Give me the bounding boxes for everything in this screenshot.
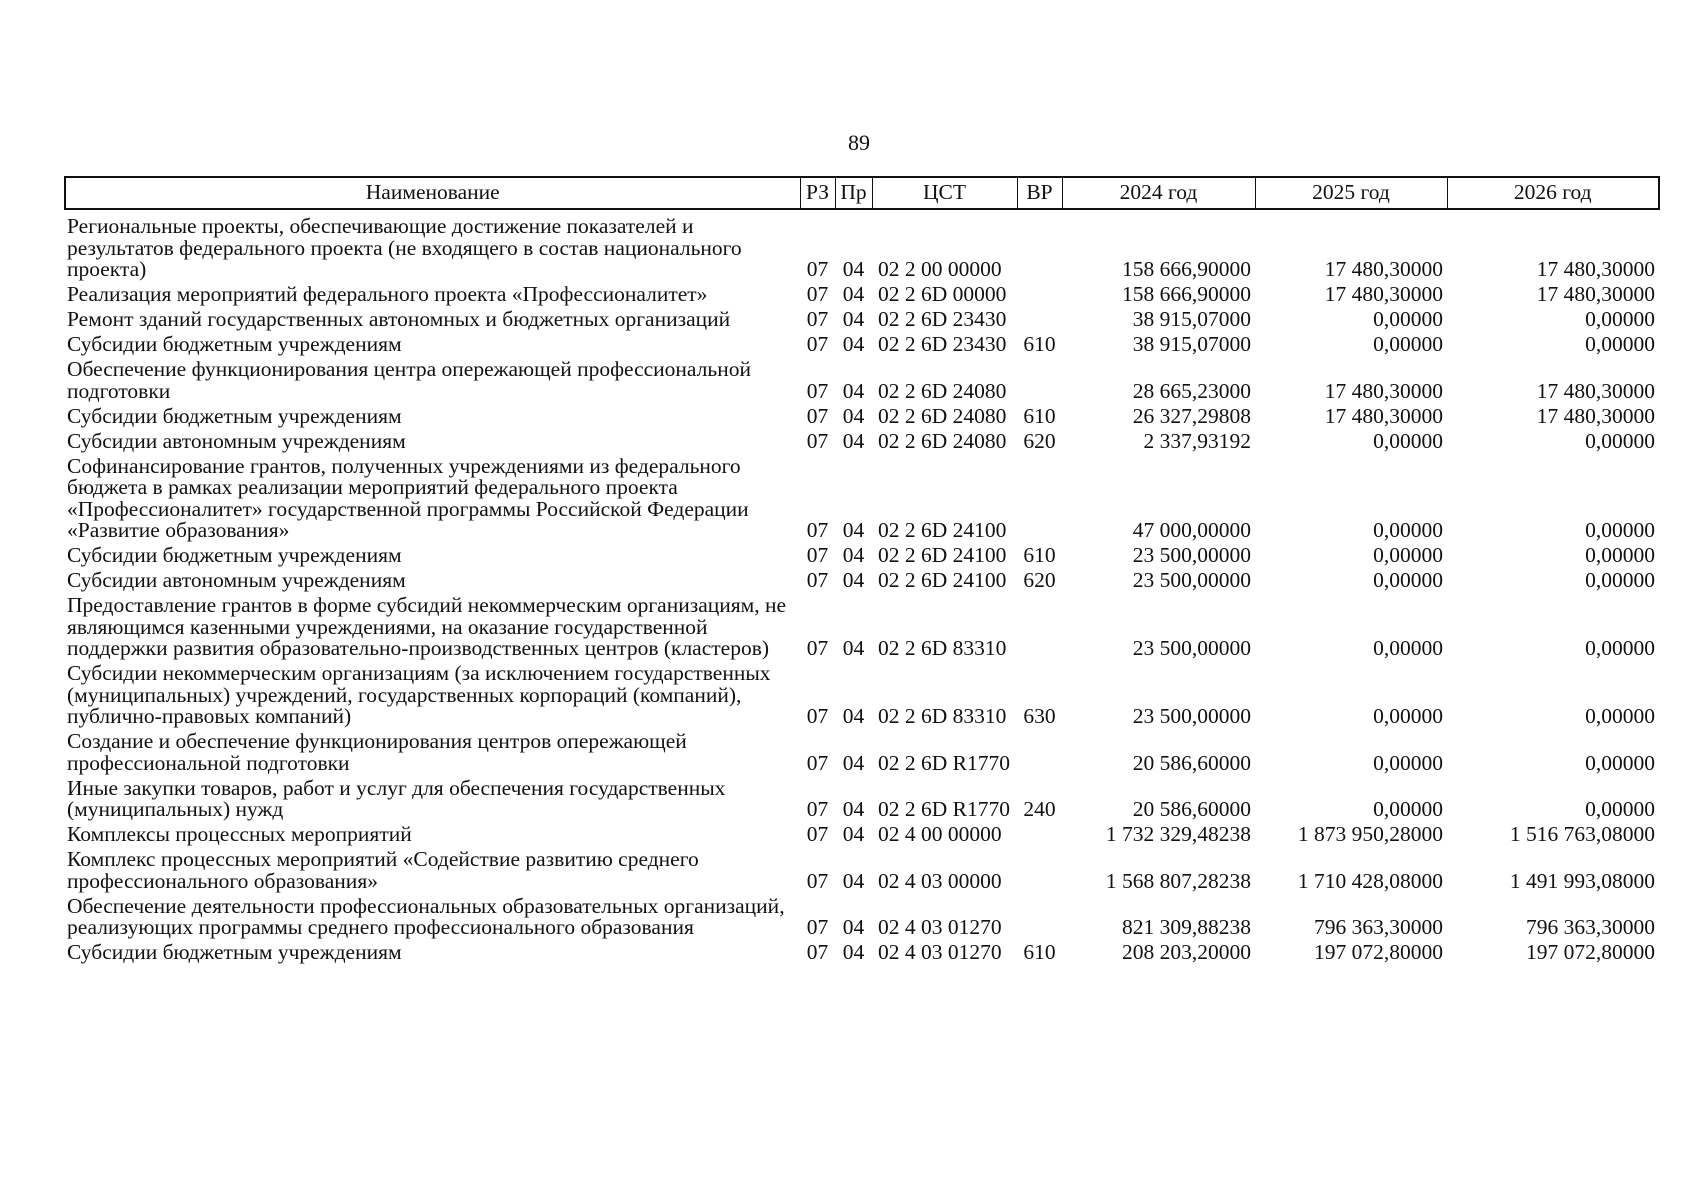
header-2024: 2024 год bbox=[1062, 177, 1255, 209]
cell-2025: 0,00000 bbox=[1373, 636, 1443, 660]
cell-2026: 0,00000 bbox=[1585, 636, 1655, 660]
cell-name: Субсидии автономным учреждениям bbox=[67, 428, 406, 453]
table-row bbox=[65, 309, 1659, 334]
cell-vr bbox=[1017, 595, 1062, 663]
cell-name: Обеспечение функционирования центра опережающей профессиональной подготовки bbox=[67, 357, 751, 403]
cell-name: Предоставление грантов в форме субсидий некоммерческим организациям, не являющимся казенными учреждениями, на оказание государственной поддержки развития образовательно-производственных центров (кластеров) bbox=[67, 593, 787, 660]
table-row bbox=[65, 942, 1659, 967]
cell-rz: 07 bbox=[806, 518, 829, 542]
cell-2024: 208 203,20000 bbox=[1122, 940, 1251, 964]
cell-2025: 17 480,30000 bbox=[1324, 403, 1443, 428]
cell-pr: 04 bbox=[842, 915, 865, 939]
header-cst: ЦСТ bbox=[872, 177, 1017, 209]
cell-rz: 07 bbox=[806, 332, 829, 356]
cell-cst: 02 2 6D 00000 bbox=[878, 282, 1007, 306]
cell-2025: 17 480,30000 bbox=[1324, 257, 1443, 281]
cell-rz: 07 bbox=[806, 378, 829, 403]
cell-rz: 07 bbox=[806, 915, 829, 939]
table-row bbox=[65, 334, 1659, 359]
header-2026: 2026 год bbox=[1447, 177, 1659, 209]
cell-pr: 04 bbox=[842, 940, 865, 964]
cell-2024: 38 915,07000 bbox=[1132, 332, 1251, 356]
cell-2024: 1 568 807,28238 bbox=[1105, 868, 1251, 893]
cell-name: Иные закупки товаров, работ и услуг для обеспечения государственных (муниципальных) нужд bbox=[67, 775, 726, 821]
cell-pr: 04 bbox=[842, 257, 865, 281]
table-row bbox=[65, 663, 1659, 731]
cell-vr bbox=[1017, 849, 1062, 896]
cell-rz: 07 bbox=[806, 257, 829, 281]
cell-2024: 1 732 329,48238 bbox=[1105, 822, 1251, 846]
cell-2024: 26 327,29808 bbox=[1132, 403, 1251, 428]
cell-name: Комплекс процессных мероприятий «Содействие развитию среднего профессионального образования» bbox=[67, 847, 699, 893]
cell-name: Реализация мероприятий федерального проекта «Профессионалитет» bbox=[67, 282, 708, 306]
cell-cst: 02 2 6D 24100 bbox=[878, 543, 1007, 567]
cell-2024: 20 586,60000 bbox=[1132, 797, 1251, 821]
cell-cst: 02 2 6D 24080 bbox=[878, 428, 1007, 453]
cell-2025: 17 480,30000 bbox=[1324, 282, 1443, 306]
cell-2024: 20 586,60000 bbox=[1132, 750, 1251, 775]
table-row bbox=[65, 570, 1659, 595]
cell-2026: 0,00000 bbox=[1585, 518, 1655, 542]
cell-2025: 0,00000 bbox=[1373, 518, 1443, 542]
cell-2026: 0,00000 bbox=[1585, 332, 1655, 356]
cell-vr: 620 bbox=[1023, 428, 1056, 453]
cell-2024: 23 500,00000 bbox=[1132, 543, 1251, 567]
cell-name: Субсидии бюджетным учреждениям bbox=[67, 543, 402, 567]
cell-pr: 04 bbox=[842, 378, 865, 403]
cell-cst: 02 2 6D 23430 bbox=[878, 332, 1007, 356]
cell-name: Субсидии некоммерческим организациям (за исключением государственных (муниципальных) учреждений, государственных корпораций (компаний), публично-правовых компаний) bbox=[67, 661, 771, 728]
cell-rz: 07 bbox=[806, 797, 829, 821]
table-row bbox=[65, 849, 1659, 896]
cell-2025: 0,00000 bbox=[1373, 797, 1443, 821]
cell-2026: 17 480,30000 bbox=[1536, 403, 1655, 428]
table-body bbox=[65, 209, 1659, 967]
header-name: Наименование bbox=[65, 177, 800, 209]
cell-pr: 04 bbox=[842, 403, 865, 428]
table-row bbox=[65, 545, 1659, 570]
cell-pr: 04 bbox=[842, 282, 865, 306]
cell-name: Софинансирование грантов, полученных учреждениями из федерального бюджета в рамках реализации мероприятий федерального проекта «Профессионалитет» государственной программы Российской Федерации «Развитие образования» bbox=[67, 453, 749, 542]
cell-pr: 04 bbox=[842, 704, 865, 728]
cell-cst: 02 2 6D 23430 bbox=[878, 307, 1007, 331]
cell-2025: 796 363,30000 bbox=[1314, 915, 1443, 939]
cell-2026: 0,00000 bbox=[1585, 797, 1655, 821]
table-row bbox=[65, 284, 1659, 309]
cell-pr: 04 bbox=[842, 332, 865, 356]
table-row bbox=[65, 731, 1659, 778]
cell-vr bbox=[1017, 309, 1062, 334]
cell-2026: 0,00000 bbox=[1585, 543, 1655, 567]
cell-cst: 02 2 6D R1770 bbox=[878, 750, 1010, 775]
cell-2025: 17 480,30000 bbox=[1324, 378, 1443, 403]
budget-table bbox=[64, 176, 1660, 967]
cell-2024: 821 309,88238 bbox=[1122, 915, 1251, 939]
cell-cst: 02 2 6D R1770 bbox=[878, 797, 1010, 821]
cell-rz: 07 bbox=[806, 822, 829, 846]
cell-vr: 630 bbox=[1023, 704, 1056, 728]
cell-2025: 197 072,80000 bbox=[1314, 940, 1443, 964]
cell-2024: 158 666,90000 bbox=[1122, 282, 1251, 306]
cell-vr bbox=[1017, 731, 1062, 778]
header-2025: 2025 год bbox=[1255, 177, 1447, 209]
cell-rz: 07 bbox=[806, 636, 829, 660]
cell-rz: 07 bbox=[806, 428, 829, 453]
cell-vr: 610 bbox=[1023, 940, 1056, 964]
cell-cst: 02 4 03 01270 bbox=[878, 915, 1002, 939]
cell-rz: 07 bbox=[806, 403, 829, 428]
cell-2025: 0,00000 bbox=[1373, 750, 1443, 775]
table-row bbox=[65, 359, 1659, 406]
table-row bbox=[65, 209, 1659, 284]
cell-name: Комплексы процессных мероприятий bbox=[67, 822, 412, 846]
cell-2024: 28 665,23000 bbox=[1132, 378, 1251, 403]
cell-2026: 1 491 993,08000 bbox=[1509, 868, 1655, 893]
cell-2024: 38 915,07000 bbox=[1132, 307, 1251, 331]
cell-vr bbox=[1017, 456, 1062, 546]
header-pr: Пр bbox=[835, 177, 872, 209]
cell-2024: 47 000,00000 bbox=[1132, 518, 1251, 542]
cell-pr: 04 bbox=[842, 750, 865, 775]
cell-vr: 240 bbox=[1023, 797, 1056, 821]
cell-2026: 0,00000 bbox=[1585, 568, 1655, 592]
cell-vr: 610 bbox=[1023, 332, 1056, 356]
cell-cst: 02 4 03 01270 bbox=[878, 940, 1002, 964]
cell-cst: 02 2 6D 24100 bbox=[878, 568, 1007, 592]
header-rz: РЗ bbox=[800, 177, 835, 209]
table-row bbox=[65, 456, 1659, 546]
cell-vr: 620 bbox=[1023, 568, 1056, 592]
cell-rz: 07 bbox=[806, 307, 829, 331]
cell-vr: 610 bbox=[1023, 543, 1056, 567]
cell-pr: 04 bbox=[842, 568, 865, 592]
cell-2024: 23 500,00000 bbox=[1132, 636, 1251, 660]
table-row bbox=[65, 824, 1659, 849]
cell-2025: 0,00000 bbox=[1373, 428, 1443, 453]
page-number: 89 bbox=[848, 130, 870, 155]
cell-cst: 02 2 6D 24080 bbox=[878, 403, 1007, 428]
cell-rz: 07 bbox=[806, 868, 829, 893]
cell-rz: 07 bbox=[806, 282, 829, 306]
cell-name: Региональные проекты, обеспечивающие достижение показателей и результатов федерального проекта (не входящего в состав национального проекта) bbox=[67, 214, 742, 281]
cell-2025: 0,00000 bbox=[1373, 332, 1443, 356]
cell-2024: 23 500,00000 bbox=[1132, 704, 1251, 728]
cell-pr: 04 bbox=[842, 518, 865, 542]
cell-vr bbox=[1017, 284, 1062, 309]
table-row bbox=[65, 595, 1659, 663]
cell-2024: 2 337,93192 bbox=[1143, 428, 1251, 453]
cell-name: Субсидии бюджетным учреждениям bbox=[67, 332, 402, 356]
table-row bbox=[65, 778, 1659, 825]
cell-vr bbox=[1017, 824, 1062, 849]
cell-cst: 02 2 6D 83310 bbox=[878, 636, 1007, 660]
cell-2026: 17 480,30000 bbox=[1536, 378, 1655, 403]
cell-pr: 04 bbox=[842, 543, 865, 567]
cell-2025: 0,00000 bbox=[1373, 307, 1443, 331]
cell-pr: 04 bbox=[842, 797, 865, 821]
table-row bbox=[65, 431, 1659, 456]
table-row bbox=[65, 896, 1659, 943]
cell-cst: 02 2 6D 83310 bbox=[878, 704, 1007, 728]
cell-2026: 1 516 763,08000 bbox=[1509, 822, 1655, 846]
cell-2025: 0,00000 bbox=[1373, 543, 1443, 567]
cell-2024: 23 500,00000 bbox=[1132, 568, 1251, 592]
cell-vr bbox=[1017, 896, 1062, 943]
cell-cst: 02 2 6D 24080 bbox=[878, 378, 1007, 403]
cell-2026: 17 480,30000 bbox=[1536, 257, 1655, 281]
cell-2026: 796 363,30000 bbox=[1526, 915, 1655, 939]
cell-vr: 610 bbox=[1023, 403, 1056, 428]
header-vr: ВР bbox=[1017, 177, 1062, 209]
cell-rz: 07 bbox=[806, 543, 829, 567]
cell-2026: 0,00000 bbox=[1585, 307, 1655, 331]
table-header bbox=[65, 177, 1659, 209]
table-row bbox=[65, 406, 1659, 431]
cell-2024: 158 666,90000 bbox=[1122, 257, 1251, 281]
cell-name: Субсидии бюджетным учреждениям bbox=[67, 403, 402, 428]
cell-cst: 02 4 00 00000 bbox=[878, 822, 1002, 846]
cell-cst: 02 2 00 00000 bbox=[878, 257, 1002, 281]
cell-cst: 02 4 03 00000 bbox=[878, 868, 1002, 893]
cell-rz: 07 bbox=[806, 568, 829, 592]
cell-2026: 0,00000 bbox=[1585, 704, 1655, 728]
cell-pr: 04 bbox=[842, 636, 865, 660]
cell-2025: 1 873 950,28000 bbox=[1297, 822, 1443, 846]
cell-vr bbox=[1017, 209, 1062, 284]
cell-pr: 04 bbox=[842, 307, 865, 331]
cell-2025: 1 710 428,08000 bbox=[1297, 868, 1443, 893]
cell-name: Ремонт зданий государственных автономных и бюджетных организаций bbox=[67, 307, 731, 331]
cell-vr bbox=[1017, 359, 1062, 406]
cell-rz: 07 bbox=[806, 940, 829, 964]
cell-2026: 17 480,30000 bbox=[1536, 282, 1655, 306]
cell-cst: 02 2 6D 24100 bbox=[878, 518, 1007, 542]
cell-2026: 0,00000 bbox=[1585, 750, 1655, 775]
header-row bbox=[65, 177, 1659, 209]
cell-name: Субсидии бюджетным учреждениям bbox=[67, 940, 402, 964]
cell-rz: 07 bbox=[806, 704, 829, 728]
cell-2025: 0,00000 bbox=[1373, 704, 1443, 728]
cell-name: Обеспечение деятельности профессиональных образовательных организаций, реализующих программы среднего профессионального образования bbox=[67, 893, 785, 939]
cell-name: Субсидии автономным учреждениям bbox=[67, 568, 406, 592]
cell-pr: 04 bbox=[842, 868, 865, 893]
cell-2026: 197 072,80000 bbox=[1526, 940, 1655, 964]
cell-rz: 07 bbox=[806, 750, 829, 775]
cell-2026: 0,00000 bbox=[1585, 428, 1655, 453]
cell-pr: 04 bbox=[842, 428, 865, 453]
cell-name: Создание и обеспечение функционирования центров опережающей профессиональной подготовки bbox=[67, 729, 687, 775]
cell-pr: 04 bbox=[842, 822, 865, 846]
cell-2025: 0,00000 bbox=[1373, 568, 1443, 592]
